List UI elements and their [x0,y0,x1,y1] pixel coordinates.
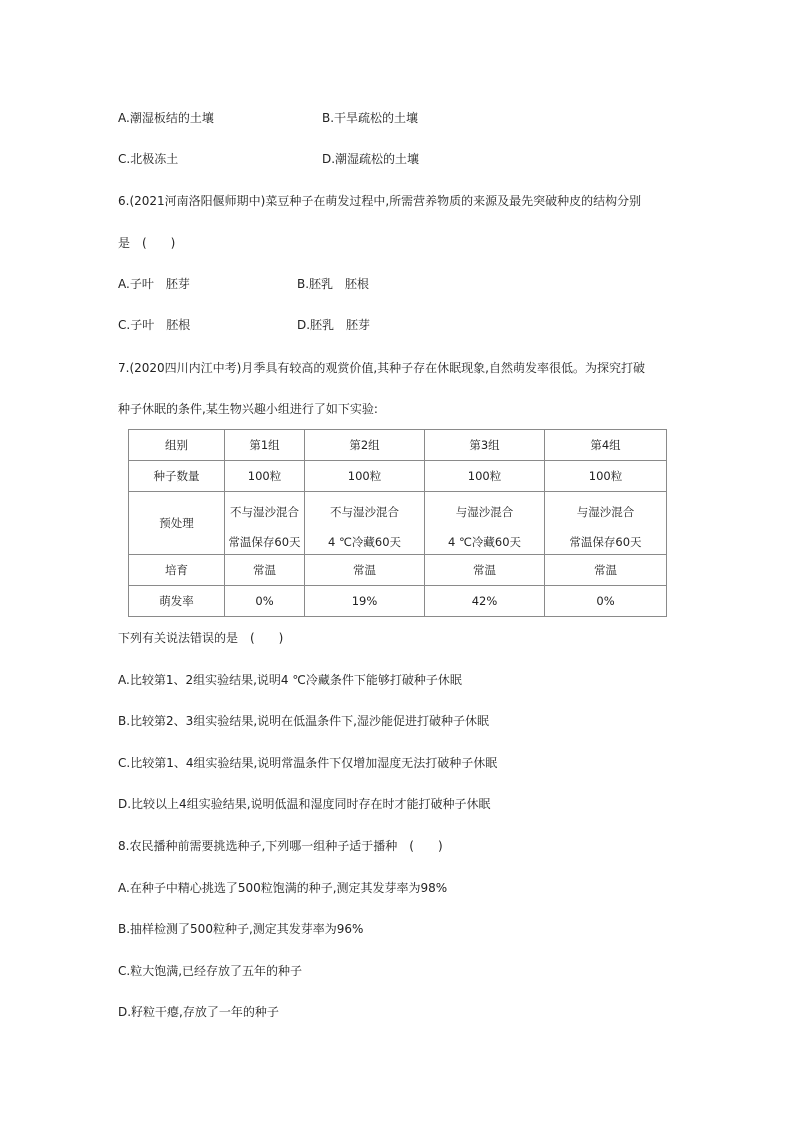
table-header-cell: 第1组 [225,430,305,461]
q7-question: 下列有关说法错误的是 ( ) [118,631,284,645]
experiment-table [128,429,667,617]
table-header-cell: 第4组 [545,430,667,461]
pretreatment-storage: 常温保存60天 [569,534,642,549]
q8-stem: 8.农民播种前需要挑选种子,下列哪一组种子适于播种 ( ) [118,839,443,853]
table-row-seed-count [129,461,667,492]
pretreatment-storage: 4 ℃冷藏60天 [447,534,522,549]
q5-option-c: C.北极冻土 [118,152,179,166]
q8-option-c: C.粒大饱满,已经存放了五年的种子 [118,964,303,978]
table-cell [305,492,425,555]
pretreatment-storage: 4 ℃冷藏60天 [327,534,402,549]
q6-option-d: D.胚乳 胚芽 [297,318,371,332]
table-cell: 常温 [225,555,305,586]
table-cell: 0% [225,586,305,617]
table-cell: 42% [425,586,545,617]
table-row-germination-rate [129,586,667,617]
table-cell: 常温 [425,555,545,586]
table-cell [425,492,545,555]
table-cell [225,492,305,555]
pretreatment-mix: 不与湿沙混合 [330,504,399,519]
table-cell: 100粒 [225,461,305,492]
q6-option-c: C.子叶 胚根 [118,318,191,332]
table-cell: 常温 [545,555,667,586]
pretreatment-mix: 与湿沙混合 [576,504,635,519]
q7-stem-line2: 种子休眠的条件,某生物兴趣小组进行了如下实验: [118,402,378,416]
q6-stem-line1: 6.(2021河南洛阳偃师期中)菜豆种子在萌发过程中,所需营养物质的来源及最先突破种皮的结构分别 [118,194,642,208]
table-cell: 100粒 [545,461,667,492]
row-label: 预处理 [129,492,225,555]
q6-stem-line2: 是 ( ) [118,236,176,250]
table-row-pretreatment [129,492,667,555]
pretreatment-storage: 常温保存60天 [228,534,301,549]
q6-option-b: B.胚乳 胚根 [297,277,370,291]
pretreatment-mix: 与湿沙混合 [455,504,514,519]
q8-option-d: D.籽粒干瘪,存放了一年的种子 [118,1005,279,1019]
table-cell: 100粒 [305,461,425,492]
pretreatment-mix: 不与湿沙混合 [230,504,299,519]
table-row-culture [129,555,667,586]
q7-option-d: D.比较以上4组实验结果,说明低温和湿度同时存在时才能打破种子休眠 [118,797,491,811]
q5-option-d: D.潮湿疏松的土壤 [322,152,420,166]
q5-option-b: B.干旱疏松的土壤 [322,111,419,125]
row-label: 种子数量 [129,461,225,492]
table-header-cell: 组别 [129,430,225,461]
table-cell: 常温 [305,555,425,586]
table-header-row [129,430,667,461]
row-label: 培育 [129,555,225,586]
q7-option-b: B.比较第2、3组实验结果,说明在低温条件下,湿沙能促进打破种子休眠 [118,714,489,728]
q8-option-b: B.抽样检测了500粒种子,测定其发芽率为96% [118,922,364,936]
row-label: 萌发率 [129,586,225,617]
q7-stem-line1: 7.(2020四川内江中考)月季具有较高的观赏价值,其种子存在休眠现象,自然萌发率很低。为探究打破 [118,361,645,375]
table-cell: 0% [545,586,667,617]
table-cell: 100粒 [425,461,545,492]
q8-option-a: A.在种子中精心挑选了500粒饱满的种子,测定其发芽率为98% [118,881,448,895]
table-cell [545,492,667,555]
q7-option-a: A.比较第1、2组实验结果,说明4 ℃冷藏条件下能够打破种子休眠 [118,673,462,687]
table-header-cell: 第3组 [425,430,545,461]
q5-option-a: A.潮湿板结的土壤 [118,111,214,125]
q6-option-a: A.子叶 胚芽 [118,277,190,291]
table-cell: 19% [305,586,425,617]
q7-option-c: C.比较第1、4组实验结果,说明常温条件下仅增加湿度无法打破种子休眠 [118,756,498,770]
table-header-cell: 第2组 [305,430,425,461]
